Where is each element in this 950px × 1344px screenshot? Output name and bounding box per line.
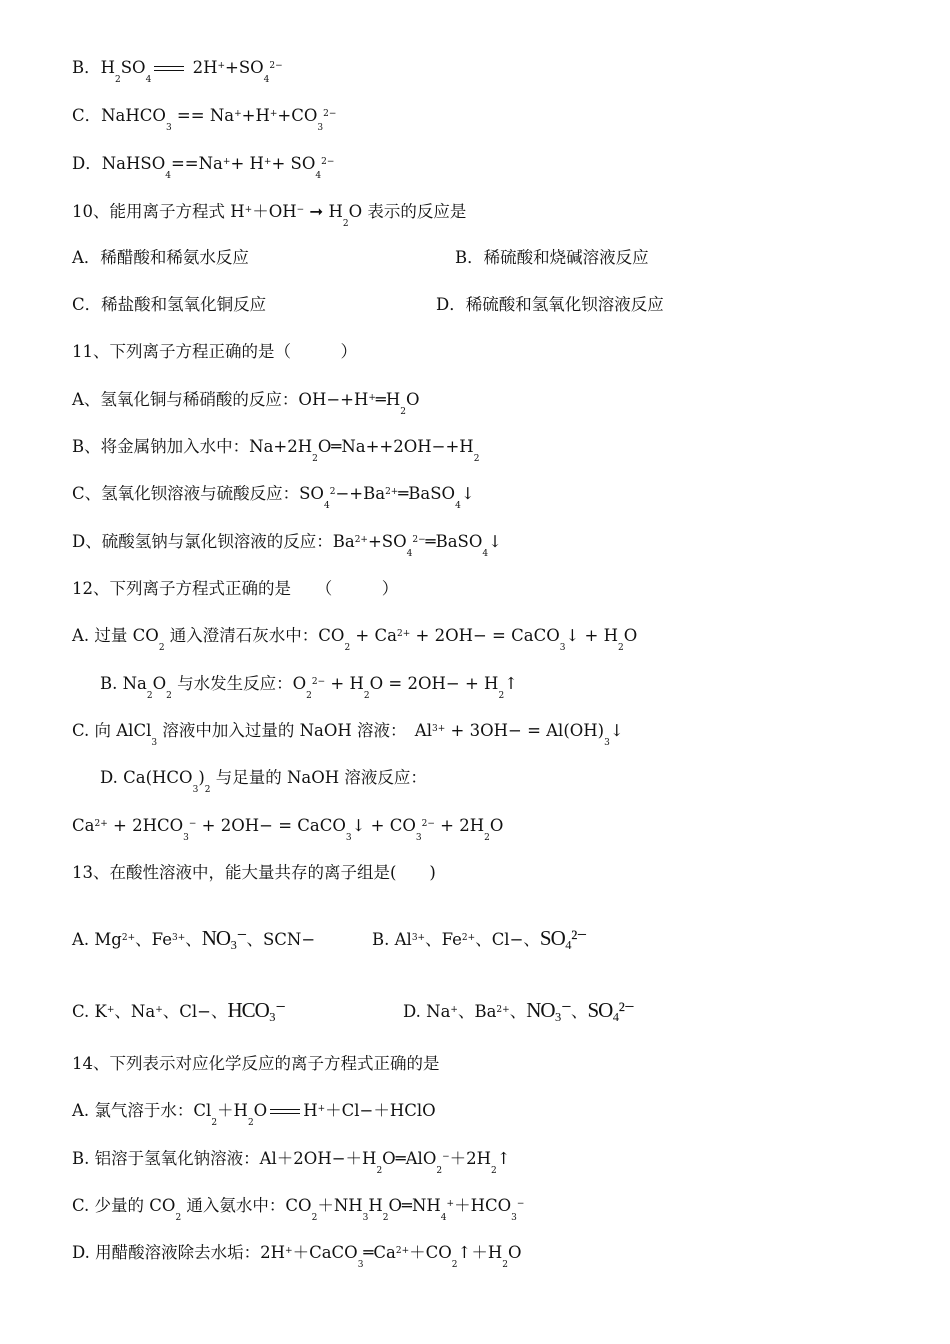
text-run: O═NH <box>388 1196 441 1215</box>
text-run: 12、下列离子方程式正确的是 （ ） <box>72 579 399 598</box>
text-run: H <box>303 1101 318 1120</box>
superscript: + <box>368 393 376 403</box>
superscript: 2+ <box>385 487 399 497</box>
superscript: + <box>244 205 253 215</box>
text-run: ＋2H <box>449 1149 492 1168</box>
text-run: 、SCN− <box>246 930 316 949</box>
document-line <box>455 248 649 268</box>
subscript: 4 <box>263 75 270 85</box>
text-run: 通入氨水中：CO <box>181 1196 312 1215</box>
document-line <box>72 484 475 511</box>
superscript: 3+ <box>431 724 446 734</box>
superscript: 2− <box>412 535 426 545</box>
text-run: C、氢氧化钡溶液与硫酸反应：SO <box>72 484 324 503</box>
document-line <box>100 674 518 701</box>
text-run: 、 <box>185 930 202 949</box>
superscript: 2− <box>321 157 335 167</box>
superscript: 2+ <box>94 819 108 829</box>
subscript: 3 <box>183 833 189 843</box>
superscript: + <box>450 1005 458 1015</box>
text-run: C．NaHCO <box>72 106 166 125</box>
text-run: 溶液中加入过量的 NaOH 溶液： Al <box>157 721 432 740</box>
text-run: ↑ <box>504 674 518 693</box>
document-line <box>72 390 420 417</box>
text-run: ＋CaCO <box>292 1243 358 1262</box>
subscript: 4 <box>315 171 322 181</box>
subscript: 4 <box>482 549 489 559</box>
text-run: B. 铝溶于氢氧化钠溶液：Al＋2OH−＋H <box>72 1149 377 1168</box>
ion-formula: NO₃⁻ <box>526 998 571 1022</box>
superscript: 2 <box>329 487 336 497</box>
text-run: 、Na <box>114 1002 156 1021</box>
text-run: 2H <box>187 58 218 77</box>
subscript: 2 <box>211 1118 218 1128</box>
text-run: D．NaHSO <box>72 154 166 173</box>
document-line <box>72 1243 522 1270</box>
text-run: C．稀盐酸和氢氧化铜反应 <box>72 295 267 314</box>
ion-formula: SO₄²⁻ <box>539 926 587 950</box>
subscript: 3 <box>317 123 324 133</box>
subscript: 3 <box>165 123 172 133</box>
text-run: 与水发生反应：O <box>171 674 307 693</box>
text-run: O <box>152 674 167 693</box>
document-line <box>72 1149 511 1176</box>
text-run: SO <box>120 58 146 77</box>
equilibrium-arrow-icon <box>154 64 184 74</box>
subscript: 3 <box>345 833 352 843</box>
text-run: ═H <box>375 390 401 409</box>
superscript: 3+ <box>171 933 186 943</box>
superscript: 2− <box>269 61 283 71</box>
text-run: H <box>368 1196 383 1215</box>
text-run: C. 少量的 CO <box>72 1196 176 1215</box>
text-run: 11、下列离子方程正确的是（ ） <box>72 342 357 361</box>
superscript: − <box>188 819 197 829</box>
text-run: B. Na <box>100 674 147 693</box>
superscript: + <box>285 1246 293 1256</box>
document-line <box>100 768 427 795</box>
text-run: A．稀醋酸和稀氨水反应 <box>72 248 249 267</box>
subscript: 4 <box>455 501 461 511</box>
superscript: 2+ <box>461 933 476 943</box>
subscript: 2 <box>382 1213 389 1223</box>
text-run: 通入澄清石灰水中：CO <box>164 626 345 645</box>
text-run: A. 氯气溶于水：Cl <box>72 1101 212 1120</box>
text-run: O <box>253 1101 268 1120</box>
text-run: ＋OH <box>252 202 297 221</box>
text-run: D. Ca(HCO <box>100 768 193 787</box>
text-run: 、Cl−、 <box>162 1002 228 1021</box>
document-line <box>72 202 467 229</box>
text-run: + 2H <box>434 816 485 835</box>
document-line <box>72 154 335 181</box>
subscript: 4 <box>406 549 413 559</box>
text-run: O <box>507 1243 522 1262</box>
superscript: + <box>446 1199 455 1209</box>
subscript: 2 <box>311 1213 318 1223</box>
subscript: 2 <box>306 691 312 701</box>
text-run: +CO <box>277 106 318 125</box>
text-run: A、氢氧化铜与稀硝酸的反应：OH−+H <box>72 390 369 409</box>
subscript: 3 <box>415 833 422 843</box>
document-line <box>72 721 624 748</box>
text-run: A. Mg <box>72 930 122 949</box>
text-run: + 3OH− = Al(OH) <box>445 721 605 740</box>
ion-formula: SO₄²⁻ <box>587 998 634 1022</box>
subscript: 2 <box>146 691 153 701</box>
document-line <box>403 1000 634 1022</box>
text-run: ↓ <box>609 721 624 740</box>
text-run: + 2OH− = CaCO <box>410 626 560 645</box>
text-run: ) <box>198 768 205 787</box>
subscript: 2 <box>484 833 490 843</box>
superscript: + <box>222 157 231 167</box>
subscript: 2 <box>498 691 505 701</box>
superscript: + <box>106 1005 115 1015</box>
text-run: O═AlO <box>382 1149 437 1168</box>
text-run: B．H <box>72 58 116 77</box>
subscript: 4 <box>323 501 330 511</box>
document-line <box>72 928 315 950</box>
subscript: 2 <box>400 407 406 417</box>
text-run: ＋H <box>217 1101 248 1120</box>
ion-formula: NO₃⁻ <box>201 926 247 950</box>
subscript: 2 <box>342 219 349 229</box>
text-run: 10、能用离子方程式 H <box>72 202 245 221</box>
text-run: C. 向 AlCl <box>72 721 152 740</box>
superscript: + <box>263 157 272 167</box>
document-line <box>72 342 357 362</box>
document-line <box>72 863 436 883</box>
text-run: ═Ca <box>363 1243 396 1262</box>
text-run: C. K <box>72 1002 107 1021</box>
subscript: 2 <box>451 1260 458 1270</box>
document-line <box>72 248 249 268</box>
text-run: D、硫酸氢钠与氯化钡溶液的反应：Ba <box>72 532 355 551</box>
document-line <box>72 106 337 133</box>
subscript: 2 <box>166 691 172 701</box>
subscript: 2 <box>175 1213 182 1223</box>
text-run: ＋Cl−＋HClO <box>325 1101 436 1120</box>
subscript: 2 <box>363 691 370 701</box>
superscript: + <box>269 109 278 119</box>
text-run: O <box>623 626 638 645</box>
text-run: +H <box>241 106 270 125</box>
subscript: 2 <box>158 643 165 653</box>
text-run: 、Fe <box>135 930 172 949</box>
text-run: ↓ + CO <box>351 816 416 835</box>
superscript: 2− <box>421 819 435 829</box>
text-run: ＋CO <box>409 1243 452 1262</box>
ion-formula: HCO₃⁻ <box>227 998 286 1022</box>
subscript: 3 <box>357 1260 364 1270</box>
text-run: + SO <box>271 154 316 173</box>
superscript: 2− <box>323 109 337 119</box>
text-run: ↓ <box>460 484 475 503</box>
equilibrium-arrow-icon <box>270 1107 300 1117</box>
subscript: 2 <box>247 1118 254 1128</box>
subscript: 2 <box>344 643 351 653</box>
subscript: 3 <box>192 785 199 795</box>
text-run: O = 2OH− + H <box>369 674 499 693</box>
text-run: 、Ba <box>457 1002 497 1021</box>
superscript: − <box>442 1152 450 1162</box>
text-run: ═BaSO <box>398 484 456 503</box>
text-run: D. Na <box>403 1002 451 1021</box>
text-run: O═Na++2OH−+H <box>317 437 474 456</box>
document-line <box>72 579 398 599</box>
document-line <box>72 1054 440 1074</box>
text-run: D. 用醋酸溶液除去水垢：2H <box>72 1243 286 1262</box>
text-run: O <box>405 390 420 409</box>
superscript: 2+ <box>354 535 368 545</box>
text-run: ↓ + H <box>565 626 618 645</box>
text-run: Ca <box>72 816 95 835</box>
document-line <box>436 295 664 315</box>
subscript: 2 <box>491 1166 497 1176</box>
text-run: ↑ <box>496 1149 511 1168</box>
text-run: D．稀硫酸和氢氧化钡溶液反应 <box>436 295 664 314</box>
superscript: − <box>516 1199 525 1209</box>
superscript: 2+ <box>396 629 411 639</box>
text-run: ↓ <box>488 532 502 551</box>
subscript: 2 <box>204 785 211 795</box>
subscript: 2 <box>115 75 121 85</box>
subscript: 2 <box>473 454 480 464</box>
document-line <box>72 816 504 843</box>
subscript: 4 <box>440 1213 447 1223</box>
document-line <box>72 295 266 315</box>
text-run: ==Na <box>170 154 223 173</box>
text-run: A. 过量 CO <box>72 626 159 645</box>
subscript: 4 <box>165 171 171 181</box>
text-run: B．稀硫酸和烧碱溶液反应 <box>455 248 649 267</box>
superscript: + <box>234 109 242 119</box>
text-run: + H <box>325 674 364 693</box>
document-line <box>372 928 586 950</box>
subscript: 2 <box>436 1166 443 1176</box>
text-run: ═BaSO <box>425 532 483 551</box>
document-line <box>72 58 283 85</box>
superscript: 2+ <box>121 933 136 943</box>
text-run: +SO <box>225 58 264 77</box>
text-run: 、Fe <box>425 930 462 949</box>
subscript: 2 <box>376 1166 383 1176</box>
subscript: 2 <box>312 454 318 464</box>
subscript: 3 <box>362 1213 369 1223</box>
subscript: 2 <box>502 1260 508 1270</box>
text-run: + Ca <box>350 626 397 645</box>
subscript: 3 <box>151 738 158 748</box>
superscript: + <box>217 61 226 71</box>
superscript: + <box>155 1005 163 1015</box>
text-run: B、将金属钠加入水中：Na+2H <box>72 437 313 456</box>
document-line <box>72 1101 436 1128</box>
text-run: 14、下列表示对应化学反应的离子方程式正确的是 <box>72 1054 440 1073</box>
text-run: 与足量的 NaOH 溶液反应： <box>210 768 427 787</box>
document-line <box>72 626 638 653</box>
text-run: O 表示的反应是 <box>348 202 467 221</box>
text-run: ＋HCO <box>454 1196 512 1215</box>
document-line <box>72 532 502 559</box>
subscript: 2 <box>618 643 624 653</box>
superscript: 2− <box>311 677 326 687</box>
text-run: 、Cl−、 <box>475 930 540 949</box>
text-run: 13、在酸性溶液中，能大量共存的离子组是( ) <box>72 863 436 882</box>
text-run: −+Ba <box>335 484 386 503</box>
text-run: B. Al <box>372 930 412 949</box>
text-run: ➞ H <box>304 202 343 221</box>
document-line <box>72 1000 285 1022</box>
text-run: O <box>489 816 504 835</box>
text-run: +SO <box>367 532 407 551</box>
text-run: ＋NH <box>317 1196 363 1215</box>
text-run: + H <box>230 154 264 173</box>
subscript: 4 <box>145 75 152 85</box>
subscript: 3 <box>604 738 610 748</box>
superscript: 3+ <box>411 933 426 943</box>
subscript: 3 <box>559 643 566 653</box>
text-run: + 2OH− = CaCO <box>196 816 346 835</box>
text-run: ↑＋H <box>457 1243 503 1262</box>
text-run: 、 <box>570 1002 588 1021</box>
document-line <box>72 437 480 464</box>
superscript: − <box>296 205 305 215</box>
document-line <box>72 1196 525 1223</box>
text-run: + 2HCO <box>107 816 184 835</box>
superscript: + <box>317 1104 326 1114</box>
superscript: 2+ <box>395 1246 410 1256</box>
subscript: 3 <box>511 1213 517 1223</box>
superscript: 2+ <box>496 1005 510 1015</box>
text-run: 、 <box>509 1002 527 1021</box>
text-run: == Na <box>171 106 235 125</box>
